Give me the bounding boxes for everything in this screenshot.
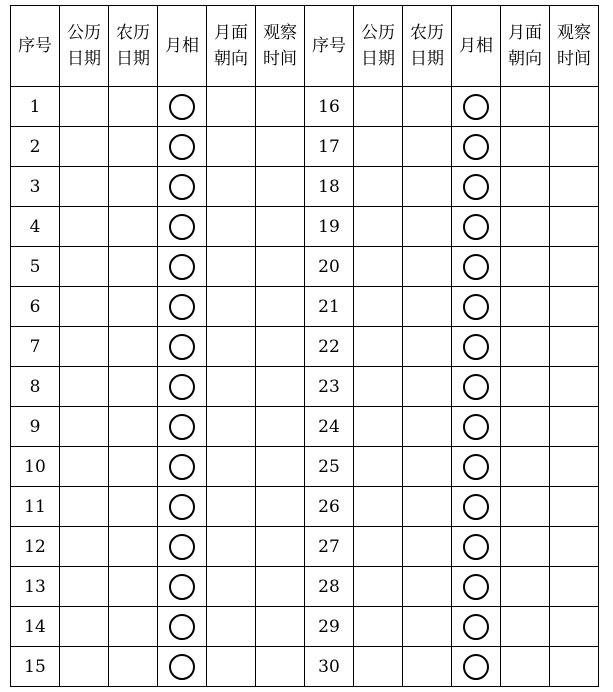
header-observation-time-left: [256, 6, 305, 87]
lunar-date-cell[interactable]: [403, 447, 452, 487]
observation-time-cell[interactable]: [256, 487, 305, 527]
observation-time-cell[interactable]: [550, 287, 599, 327]
header-label-line: 朝向: [214, 49, 248, 69]
moon-circle-icon: [169, 334, 195, 360]
solar-date-cell[interactable]: [354, 567, 403, 607]
lunar-date-cell[interactable]: [109, 87, 158, 127]
solar-date-cell[interactable]: [354, 167, 403, 207]
lunar-date-cell[interactable]: [109, 287, 158, 327]
header-label-line: 朝向: [508, 49, 542, 69]
header-label-line: 日期: [67, 49, 101, 69]
moon-circle-icon: [463, 614, 489, 640]
moon-circle-icon: [169, 654, 195, 680]
observation-time-cell[interactable]: [550, 447, 599, 487]
lunar-date-cell[interactable]: [109, 367, 158, 407]
moon-phase-cell: [158, 447, 207, 487]
observation-time-cell[interactable]: [550, 87, 599, 127]
observation-time-cell[interactable]: [550, 487, 599, 527]
solar-date-cell[interactable]: [60, 407, 109, 447]
observation-time-cell[interactable]: [550, 207, 599, 247]
lunar-date-cell[interactable]: [109, 647, 158, 687]
moon-phase-cell: [158, 87, 207, 127]
solar-date-cell[interactable]: [60, 647, 109, 687]
moon-face-direction-cell[interactable]: [207, 487, 256, 527]
serial-number-cell: 30: [305, 647, 354, 687]
observation-time-cell[interactable]: [256, 567, 305, 607]
header-moon-face-direction-left: [207, 6, 256, 87]
header-label-line: 月相: [165, 36, 199, 56]
moon-phase-cell: [158, 287, 207, 327]
header-label-line: 序号: [312, 36, 346, 56]
solar-date-cell[interactable]: [354, 87, 403, 127]
moon-circle-icon: [169, 134, 195, 160]
serial-number-cell: 20: [305, 247, 354, 287]
moon-phase-cell: [452, 327, 501, 367]
moon-circle-icon: [463, 374, 489, 400]
solar-date-cell[interactable]: [354, 247, 403, 287]
header-label-line: 月面: [214, 23, 248, 43]
moon-face-direction-cell[interactable]: [207, 527, 256, 567]
observation-time-cell[interactable]: [550, 127, 599, 167]
moon-face-direction-cell[interactable]: [207, 207, 256, 247]
header-observation-time-right: [550, 6, 599, 87]
moon-circle-icon: [463, 574, 489, 600]
moon-phase-cell: [452, 447, 501, 487]
moon-phase-cell: [158, 567, 207, 607]
header-label-line: 序号: [18, 36, 52, 56]
observation-time-cell[interactable]: [256, 607, 305, 647]
observation-time-cell[interactable]: [256, 127, 305, 167]
solar-date-cell[interactable]: [60, 567, 109, 607]
lunar-date-cell[interactable]: [109, 607, 158, 647]
solar-date-cell[interactable]: [60, 327, 109, 367]
serial-number-cell: 15: [11, 647, 60, 687]
observation-time-cell[interactable]: [550, 567, 599, 607]
moon-face-direction-cell[interactable]: [207, 447, 256, 487]
solar-date-cell[interactable]: [354, 647, 403, 687]
table-row: [11, 447, 599, 487]
moon-circle-icon: [169, 214, 195, 240]
moon-phase-cell: [452, 647, 501, 687]
moon-circle-icon: [169, 94, 195, 120]
header-lunar-date-left: [109, 6, 158, 87]
serial-number-cell: 10: [11, 447, 60, 487]
observation-time-cell[interactable]: [256, 407, 305, 447]
header-serial-number-right: [305, 6, 354, 87]
serial-number-cell: 12: [11, 527, 60, 567]
serial-number-cell: 23: [305, 367, 354, 407]
solar-date-cell[interactable]: [60, 127, 109, 167]
serial-number-cell: 5: [11, 247, 60, 287]
serial-number-cell: 6: [11, 287, 60, 327]
moon-face-direction-cell[interactable]: [501, 247, 550, 287]
moon-face-direction-cell[interactable]: [207, 167, 256, 207]
lunar-date-cell[interactable]: [403, 407, 452, 447]
moon-circle-icon: [463, 94, 489, 120]
observation-time-cell[interactable]: [550, 647, 599, 687]
solar-date-cell[interactable]: [354, 367, 403, 407]
solar-date-cell[interactable]: [354, 607, 403, 647]
lunar-date-cell[interactable]: [403, 567, 452, 607]
lunar-date-cell[interactable]: [403, 487, 452, 527]
moon-circle-icon: [169, 614, 195, 640]
header-label-line: 公历: [67, 23, 101, 43]
moon-face-direction-cell[interactable]: [501, 127, 550, 167]
solar-date-cell[interactable]: [60, 447, 109, 487]
observation-time-cell[interactable]: [550, 327, 599, 367]
solar-date-cell[interactable]: [354, 447, 403, 487]
header-label-line: 观察: [557, 23, 591, 43]
serial-number-cell: 8: [11, 367, 60, 407]
moon-circle-icon: [463, 134, 489, 160]
table-row: [11, 127, 599, 167]
table-row: [11, 567, 599, 607]
serial-number-cell: 13: [11, 567, 60, 607]
solar-date-cell[interactable]: [60, 367, 109, 407]
observation-time-cell[interactable]: [256, 527, 305, 567]
moon-phase-cell: [158, 487, 207, 527]
table-body: [11, 87, 599, 687]
serial-number-cell: 21: [305, 287, 354, 327]
moon-face-direction-cell[interactable]: [501, 327, 550, 367]
table-row: [11, 487, 599, 527]
lunar-date-cell[interactable]: [403, 247, 452, 287]
serial-number-cell: 2: [11, 127, 60, 167]
solar-date-cell[interactable]: [60, 487, 109, 527]
moon-circle-icon: [463, 174, 489, 200]
moon-phase-cell: [158, 127, 207, 167]
moon-face-direction-cell[interactable]: [207, 567, 256, 607]
observation-time-cell[interactable]: [256, 167, 305, 207]
lunar-date-cell[interactable]: [403, 647, 452, 687]
moon-circle-icon: [169, 374, 195, 400]
moon-face-direction-cell[interactable]: [207, 87, 256, 127]
header-label-line: 日期: [410, 49, 444, 69]
moon-circle-icon: [463, 494, 489, 520]
moon-circle-icon: [169, 294, 195, 320]
moon-face-direction-cell[interactable]: [207, 607, 256, 647]
observation-time-cell[interactable]: [256, 647, 305, 687]
table-row: [11, 527, 599, 567]
header-serial-number-left: [11, 6, 60, 87]
serial-number-cell: 28: [305, 567, 354, 607]
moon-face-direction-cell[interactable]: [501, 607, 550, 647]
table-row: [11, 247, 599, 287]
lunar-date-cell[interactable]: [109, 407, 158, 447]
observation-time-cell[interactable]: [256, 287, 305, 327]
observation-time-cell[interactable]: [256, 447, 305, 487]
moon-circle-icon: [463, 214, 489, 240]
moon-face-direction-cell[interactable]: [207, 647, 256, 687]
moon-circle-icon: [169, 254, 195, 280]
table-row: [11, 207, 599, 247]
serial-number-cell: 14: [11, 607, 60, 647]
header-label-line: 月面: [508, 23, 542, 43]
lunar-date-cell[interactable]: [109, 167, 158, 207]
moon-phase-cell: [158, 367, 207, 407]
lunar-date-cell[interactable]: [403, 167, 452, 207]
observation-time-cell[interactable]: [256, 247, 305, 287]
observation-time-cell[interactable]: [550, 367, 599, 407]
observation-time-cell[interactable]: [256, 207, 305, 247]
moon-face-direction-cell[interactable]: [501, 207, 550, 247]
header-row: [11, 6, 599, 87]
moon-phase-cell: [452, 607, 501, 647]
solar-date-cell[interactable]: [60, 287, 109, 327]
moon-phase-cell: [452, 87, 501, 127]
table-row: [11, 87, 599, 127]
table-row: [11, 407, 599, 447]
solar-date-cell[interactable]: [60, 607, 109, 647]
serial-number-cell: 1: [11, 87, 60, 127]
moon-circle-icon: [463, 654, 489, 680]
moon-circle-icon: [463, 414, 489, 440]
header-lunar-date-right: [403, 6, 452, 87]
header-label-line: 日期: [361, 49, 395, 69]
lunar-date-cell[interactable]: [109, 327, 158, 367]
serial-number-cell: 18: [305, 167, 354, 207]
moon-face-direction-cell[interactable]: [501, 367, 550, 407]
moon-circle-icon: [169, 414, 195, 440]
moon-phase-cell: [452, 247, 501, 287]
moon-circle-icon: [169, 174, 195, 200]
observation-time-cell[interactable]: [256, 367, 305, 407]
solar-date-cell[interactable]: [60, 527, 109, 567]
header-label-line: 观察: [263, 23, 297, 43]
moon-face-direction-cell[interactable]: [501, 447, 550, 487]
moon-circle-icon: [463, 334, 489, 360]
moon-face-direction-cell[interactable]: [207, 287, 256, 327]
solar-date-cell[interactable]: [354, 327, 403, 367]
moon-face-direction-cell[interactable]: [501, 567, 550, 607]
moon-face-direction-cell[interactable]: [501, 87, 550, 127]
moon-phase-cell: [452, 167, 501, 207]
moon-face-direction-cell[interactable]: [501, 527, 550, 567]
header-moon-phase-right: [452, 6, 501, 87]
header-label-line: 时间: [557, 49, 591, 69]
serial-number-cell: 17: [305, 127, 354, 167]
header-label-line: 农历: [116, 23, 150, 43]
moon-phase-cell: [452, 287, 501, 327]
moon-circle-icon: [169, 494, 195, 520]
moon-face-direction-cell[interactable]: [501, 407, 550, 447]
moon-face-direction-cell[interactable]: [207, 327, 256, 367]
header-label-line: 时间: [263, 49, 297, 69]
lunar-date-cell[interactable]: [403, 207, 452, 247]
serial-number-cell: 3: [11, 167, 60, 207]
moon-phase-cell: [452, 407, 501, 447]
lunar-date-cell[interactable]: [403, 527, 452, 567]
observation-time-cell[interactable]: [550, 527, 599, 567]
lunar-date-cell[interactable]: [109, 487, 158, 527]
moon-phase-cell: [158, 647, 207, 687]
table-row: [11, 647, 599, 687]
table-row: [11, 167, 599, 207]
moon-face-direction-cell[interactable]: [501, 647, 550, 687]
observation-time-cell[interactable]: [256, 327, 305, 367]
moon-circle-icon: [463, 534, 489, 560]
moon-phase-cell: [452, 127, 501, 167]
observation-time-cell[interactable]: [550, 407, 599, 447]
observation-time-cell[interactable]: [550, 247, 599, 287]
solar-date-cell[interactable]: [354, 127, 403, 167]
serial-number-cell: 19: [305, 207, 354, 247]
serial-number-cell: 26: [305, 487, 354, 527]
header-moon-face-direction-right: [501, 6, 550, 87]
serial-number-cell: 24: [305, 407, 354, 447]
moon-phase-cell: [452, 207, 501, 247]
observation-time-cell[interactable]: [550, 167, 599, 207]
moon-phase-cell: [158, 527, 207, 567]
lunar-date-cell[interactable]: [109, 247, 158, 287]
moon-circle-icon: [463, 254, 489, 280]
moon-phase-cell: [158, 407, 207, 447]
moon-face-direction-cell[interactable]: [501, 167, 550, 207]
lunar-date-cell[interactable]: [403, 287, 452, 327]
lunar-date-cell[interactable]: [403, 367, 452, 407]
lunar-date-cell[interactable]: [109, 447, 158, 487]
moon-phase-cell: [158, 607, 207, 647]
solar-date-cell[interactable]: [354, 407, 403, 447]
header-moon-phase-left: [158, 6, 207, 87]
moon-circle-icon: [169, 574, 195, 600]
serial-number-cell: 4: [11, 207, 60, 247]
serial-number-cell: 9: [11, 407, 60, 447]
moon-face-direction-cell[interactable]: [207, 367, 256, 407]
header-label-line: 月相: [459, 36, 493, 56]
moon-circle-icon: [463, 454, 489, 480]
moon-face-direction-cell[interactable]: [207, 127, 256, 167]
moon-face-direction-cell[interactable]: [501, 487, 550, 527]
moon-phase-cell: [452, 527, 501, 567]
moon-face-direction-cell[interactable]: [207, 407, 256, 447]
lunar-date-cell[interactable]: [403, 87, 452, 127]
lunar-date-cell[interactable]: [109, 127, 158, 167]
header-label-line: 公历: [361, 23, 395, 43]
moon-phase-cell: [158, 327, 207, 367]
solar-date-cell[interactable]: [60, 87, 109, 127]
moon-phase-cell: [158, 207, 207, 247]
solar-date-cell[interactable]: [60, 247, 109, 287]
moon-face-direction-cell[interactable]: [207, 247, 256, 287]
solar-date-cell[interactable]: [354, 527, 403, 567]
header-solar-date-right: [354, 6, 403, 87]
table-row: [11, 287, 599, 327]
lunar-date-cell[interactable]: [109, 207, 158, 247]
header-label-line: 日期: [116, 49, 150, 69]
moon-circle-icon: [463, 294, 489, 320]
lunar-date-cell[interactable]: [109, 567, 158, 607]
serial-number-cell: 11: [11, 487, 60, 527]
solar-date-cell[interactable]: [354, 287, 403, 327]
observation-time-cell[interactable]: [550, 607, 599, 647]
header-label-line: 农历: [410, 23, 444, 43]
moon-phase-cell: [452, 367, 501, 407]
lunar-date-cell[interactable]: [109, 527, 158, 567]
solar-date-cell[interactable]: [60, 207, 109, 247]
moon-phase-cell: [452, 567, 501, 607]
moon-observation-table: [10, 5, 599, 687]
lunar-date-cell[interactable]: [403, 127, 452, 167]
serial-number-cell: 25: [305, 447, 354, 487]
table-row: [11, 327, 599, 367]
serial-number-cell: 7: [11, 327, 60, 367]
moon-face-direction-cell[interactable]: [501, 287, 550, 327]
table-row: [11, 367, 599, 407]
solar-date-cell[interactable]: [354, 487, 403, 527]
moon-phase-cell: [452, 487, 501, 527]
serial-number-cell: 27: [305, 527, 354, 567]
moon-circle-icon: [169, 534, 195, 560]
lunar-date-cell[interactable]: [403, 327, 452, 367]
observation-time-cell[interactable]: [256, 87, 305, 127]
lunar-date-cell[interactable]: [403, 607, 452, 647]
header-solar-date-left: [60, 6, 109, 87]
moon-phase-cell: [158, 167, 207, 207]
table-row: [11, 607, 599, 647]
serial-number-cell: 22: [305, 327, 354, 367]
serial-number-cell: 29: [305, 607, 354, 647]
serial-number-cell: 16: [305, 87, 354, 127]
solar-date-cell[interactable]: [354, 207, 403, 247]
moon-phase-cell: [158, 247, 207, 287]
moon-circle-icon: [169, 454, 195, 480]
solar-date-cell[interactable]: [60, 167, 109, 207]
